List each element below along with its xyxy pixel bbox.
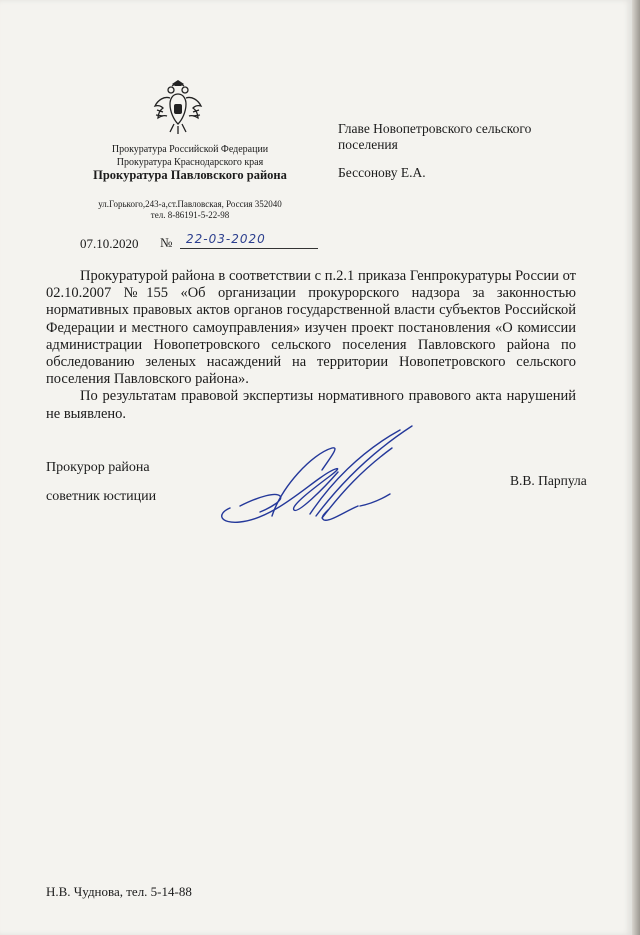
addressee-line-1: Главе Новопетровского сельского: [338, 121, 532, 136]
letterhead-line-2: Прокуратура Краснодарского края: [116, 157, 264, 168]
document-date: 07.10.2020: [80, 236, 139, 251]
body-paragraph-2: По результатам правовой экспертизы нормативного правового акта нарушений не выявлено.: [46, 388, 576, 422]
letterhead-line-1: Прокуратура Российской Федерации: [111, 144, 269, 155]
letterhead-address: ул.Горького,243-а,ст.Павловская, Россия 352040: [98, 199, 282, 209]
signer-position-line-1: Прокурор района: [46, 460, 150, 475]
signer-position-line-2: советник юстиции: [46, 489, 157, 504]
page-edge-shadow: [632, 0, 640, 935]
executor-contact: Н.В. Чуднова, тел. 5-14-88: [46, 884, 192, 899]
letterhead-phone: тел. 8-86191-5-22-98: [150, 210, 230, 220]
handwritten-registration-number: 22-03-2020: [180, 232, 318, 249]
signer-name: В.В. Парпула: [510, 473, 587, 488]
letter-body: [46, 268, 576, 423]
number-label: №: [160, 235, 173, 250]
letterhead-org-name: Прокуратура Павловского района: [93, 168, 287, 182]
addressee-name: Бессонову Е.А.: [338, 165, 426, 180]
handwritten-signature-icon: [210, 420, 430, 530]
coat-of-arms-icon: [152, 80, 204, 138]
body-paragraph-1: Прокуратурой района в соответствии с п.2.1 приказа Генпрокуратуры России от 02.10.2007 №155 «Об организации прокурорского надзора за законностью нормативных правовых актов органов государственной власти субъектов Российской Федерации и местного самоуправления» изучен проект постановления «О комиссии администрации Новопетровского сельского поселения Павловского района по обследованию зеленых насаждений на территории Новопетровского сельского поселения Павловского района».: [46, 268, 576, 388]
addressee-line-2: поселения: [338, 137, 398, 152]
